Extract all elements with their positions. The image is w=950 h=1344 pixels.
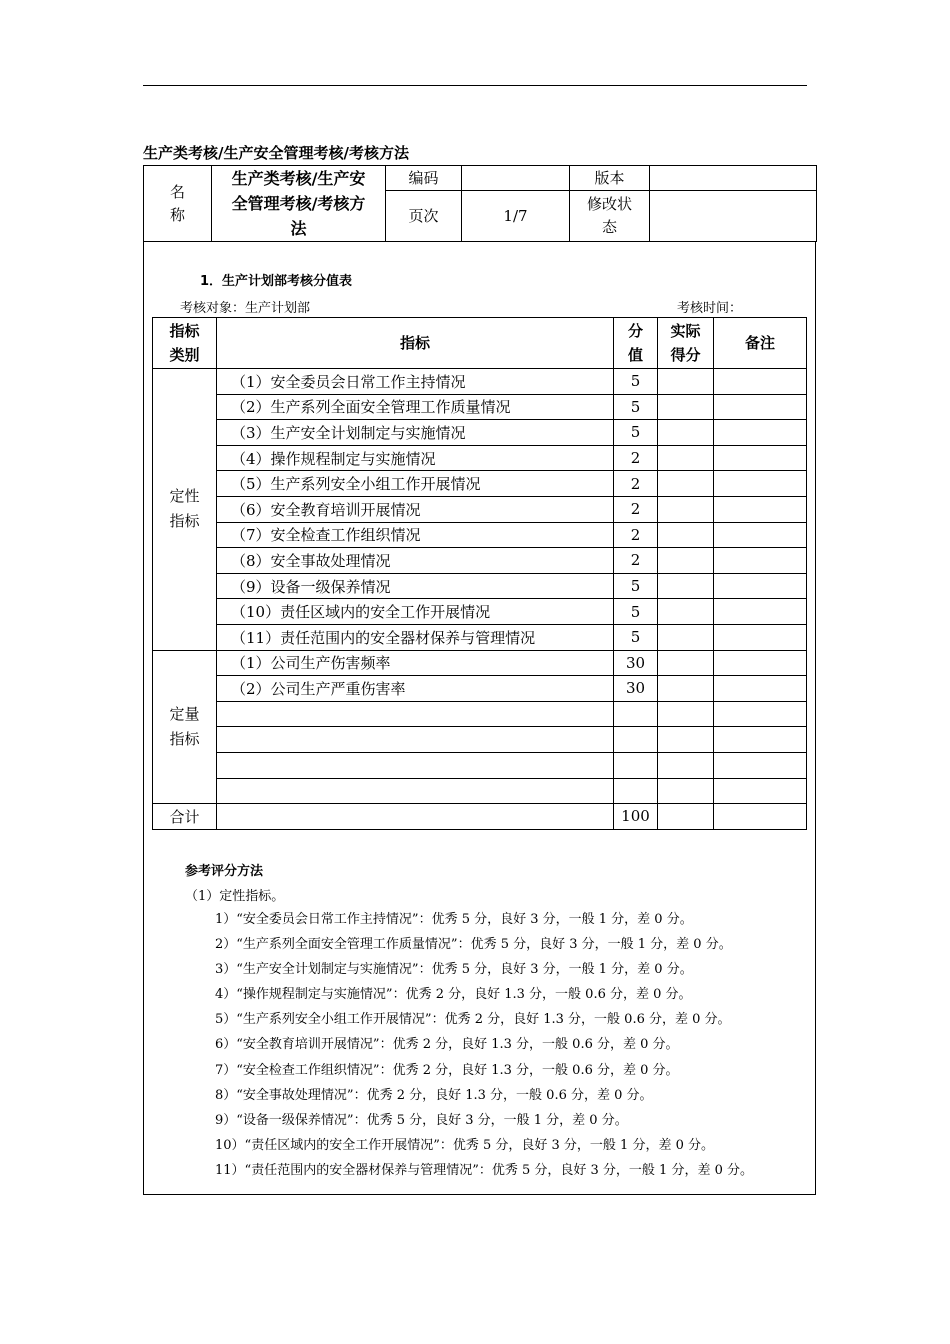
indicator-score: 5: [614, 394, 658, 420]
status-label-line1: 修改状: [586, 195, 632, 214]
actual-score-cell: [658, 522, 714, 548]
actual-score-cell: [658, 599, 714, 625]
note-cell: [714, 599, 807, 625]
header-actual: [658, 318, 714, 369]
note-cell: [714, 496, 807, 522]
indicator-score: [614, 778, 658, 804]
status-label-cell: [570, 191, 650, 242]
indicator-score: 2: [614, 445, 658, 471]
method-rules: [215, 907, 753, 1183]
header-rule: [143, 85, 807, 86]
actual-score-cell: [658, 624, 714, 650]
section-title: 1．生产计划部考核分值表: [200, 274, 353, 289]
actual-score-cell: [658, 752, 714, 778]
note-cell: [714, 420, 807, 446]
indicator-name: （4）操作规程制定与实施情况: [217, 445, 614, 471]
table-row: [153, 496, 807, 522]
indicator-score: 5: [614, 420, 658, 446]
header-category: [153, 318, 217, 369]
method-rule: 11）“责任范围内的安全器材保养与管理情况”：优秀 5 分，良好 3 分，一般 1 分，差 0 分。: [215, 1162, 753, 1178]
note-cell: [714, 548, 807, 574]
name-label-cell: [144, 166, 212, 242]
table-row: [153, 650, 807, 676]
header-category-line2: 类别: [169, 346, 200, 364]
total-note-cell: [714, 804, 807, 830]
indicator-name: （11）责任范围内的安全器材保养与管理情况: [217, 624, 614, 650]
header-actual-line1: 实际: [670, 322, 701, 340]
actual-score-cell: [658, 650, 714, 676]
indicator-name: （1）公司生产伤害频率: [217, 650, 614, 676]
header-score: [614, 318, 658, 369]
table-row: [153, 676, 807, 702]
name-value-cell: [212, 166, 386, 242]
indicator-name: （5）生产系列安全小组工作开展情况: [217, 471, 614, 497]
table-row: [153, 599, 807, 625]
method-rule: 5）“生产系列安全小组工作开展情况”：优秀 2 分，良好 1.3 分，一般 0.6 分，差 0 分。: [215, 1012, 731, 1028]
actual-score-cell: [658, 778, 714, 804]
indicator-score: 5: [614, 624, 658, 650]
actual-score-cell: [658, 548, 714, 574]
method-rule: 8）“安全事故处理情况”：优秀 2 分，良好 1.3 分，一般 0.6 分，差 0 分。: [215, 1087, 653, 1103]
note-cell: [714, 727, 807, 753]
page-label: 页次: [386, 191, 462, 242]
indicator-name: [217, 727, 614, 753]
indicator-score: [614, 752, 658, 778]
indicator-score: 2: [614, 471, 658, 497]
actual-score-cell: [658, 573, 714, 599]
note-cell: [714, 369, 807, 395]
method-subtitle: （1）定性指标。: [185, 889, 285, 904]
indicator-score: 30: [614, 676, 658, 702]
code-label: 编码: [386, 166, 462, 191]
table-row: [153, 420, 807, 446]
note-cell: [714, 471, 807, 497]
method-rule: 9）“设备一级保养情况”：优秀 5 分，良好 3 分，一般 1 分，差 0 分。: [215, 1112, 628, 1128]
indicator-score: 30: [614, 650, 658, 676]
table-row: [153, 394, 807, 420]
table-row: [153, 522, 807, 548]
table-row: [153, 573, 807, 599]
method-rule: 3）“生产安全计划制定与实施情况”：优秀 5 分，良好 3 分，一般 1 分，差 0 分。: [215, 962, 693, 978]
header-category-line1: 指标: [169, 322, 200, 340]
version-value: [650, 166, 817, 191]
indicator-score: [614, 701, 658, 727]
note-cell: [714, 394, 807, 420]
note-cell: [714, 701, 807, 727]
note-cell: [714, 573, 807, 599]
note-cell: [714, 778, 807, 804]
indicator-name: （1）安全委员会日常工作主持情况: [217, 369, 614, 395]
document-header-table: [143, 165, 817, 242]
actual-score-cell: [658, 496, 714, 522]
note-cell: [714, 676, 807, 702]
note-cell: [714, 650, 807, 676]
indicator-score: 2: [614, 496, 658, 522]
table-row: [153, 727, 807, 753]
indicator-name: （6）安全教育培训开展情况: [217, 496, 614, 522]
header-note: 备注: [714, 318, 807, 369]
indicator-name: （2）生产系列全面安全管理工作质量情况: [217, 394, 614, 420]
assessment-time: 考核时间：: [677, 301, 743, 316]
method-rule: 1）“安全委员会日常工作主持情况”：优秀 5 分，良好 3 分，一般 1 分，差 0 分。: [215, 912, 693, 927]
indicator-name: （10）责任区域内的安全工作开展情况: [217, 599, 614, 625]
note-cell: [714, 522, 807, 548]
indicator-score: 5: [614, 599, 658, 625]
category-qualitative-line2: 指标: [169, 512, 200, 531]
total-row: [153, 804, 807, 830]
table-row: [153, 445, 807, 471]
score-table: [152, 317, 807, 830]
assessment-target: 考核对象：生产计划部: [180, 301, 311, 316]
indicator-score: 2: [614, 522, 658, 548]
actual-score-cell: [658, 445, 714, 471]
name-value-line2: 全管理考核/考核方: [231, 194, 366, 213]
table-row: [153, 752, 807, 778]
table-row: [153, 471, 807, 497]
table-header-row: [153, 318, 807, 369]
method-rule: 2）“生产系列全面安全管理工作质量情况”：优秀 5 分，良好 3 分，一般 1 分，差 0 分。: [215, 937, 732, 953]
name-value-line1: 生产类考核/生产安: [231, 169, 366, 188]
version-label: 版本: [570, 166, 650, 191]
code-value: [462, 166, 570, 191]
total-label: 合计: [153, 804, 217, 830]
method-title: 参考评分方法: [185, 864, 264, 879]
indicator-name: （7）安全检查工作组织情况: [217, 522, 614, 548]
category-quantitative: [153, 650, 217, 804]
table-row: [153, 624, 807, 650]
indicator-name: （8）安全事故处理情况: [217, 548, 614, 574]
name-label-line1: 名: [169, 182, 185, 201]
total-indicator-cell: [217, 804, 614, 830]
header-score-line1: 分: [627, 322, 643, 340]
page-value: 1/7: [462, 191, 570, 242]
indicator-name: （2）公司生产严重伤害率: [217, 676, 614, 702]
note-cell: [714, 752, 807, 778]
category-quantitative-line1: 定量: [169, 704, 200, 723]
indicator-score: 2: [614, 548, 658, 574]
indicator-score: [614, 727, 658, 753]
category-qualitative-line1: 定性: [169, 487, 200, 506]
status-value: [650, 191, 817, 242]
method-rule: 10）“责任区域内的安全工作开展情况”：优秀 5 分，良好 3 分，一般 1 分，差 0 分。: [215, 1137, 714, 1153]
note-cell: [714, 624, 807, 650]
category-quantitative-line2: 指标: [169, 729, 200, 748]
table-row: [153, 369, 807, 395]
name-label-line2: 称: [169, 205, 185, 224]
indicator-score: 5: [614, 369, 658, 395]
actual-score-cell: [658, 369, 714, 395]
table-row: [153, 778, 807, 804]
total-actual-cell: [658, 804, 714, 830]
method-rule: 7）“安全检查工作组织情况”：优秀 2 分，良好 1.3 分，一般 0.6 分，差 0 分。: [215, 1062, 679, 1078]
table-row: [153, 701, 807, 727]
header-actual-line2: 得分: [670, 346, 701, 364]
indicator-name: （9）设备一级保养情况: [217, 573, 614, 599]
method-rule: 4）“操作规程制定与实施情况”：优秀 2 分，良好 1.3 分，一般 0.6 分，差 0 分。: [215, 987, 692, 1003]
note-cell: [714, 445, 807, 471]
header-indicator: 指标: [217, 318, 614, 369]
name-value-line3: 法: [290, 219, 307, 238]
indicator-name: [217, 778, 614, 804]
method-rule: 6）“安全教育培训开展情况”：优秀 2 分，良好 1.3 分，一般 0.6 分，差 0 分。: [215, 1037, 679, 1053]
actual-score-cell: [658, 701, 714, 727]
status-label-line2: 态: [601, 218, 617, 237]
actual-score-cell: [658, 676, 714, 702]
document-title: 生产类考核/生产安全管理考核/考核方法: [143, 144, 409, 162]
actual-score-cell: [658, 727, 714, 753]
indicator-score: 5: [614, 573, 658, 599]
indicator-name: [217, 701, 614, 727]
table-row: [153, 548, 807, 574]
category-qualitative: [153, 369, 217, 651]
total-score: 100: [614, 804, 658, 830]
indicator-name: （3）生产安全计划制定与实施情况: [217, 420, 614, 446]
actual-score-cell: [658, 471, 714, 497]
actual-score-cell: [658, 394, 714, 420]
actual-score-cell: [658, 420, 714, 446]
indicator-name: [217, 752, 614, 778]
header-score-line2: 值: [627, 346, 643, 364]
